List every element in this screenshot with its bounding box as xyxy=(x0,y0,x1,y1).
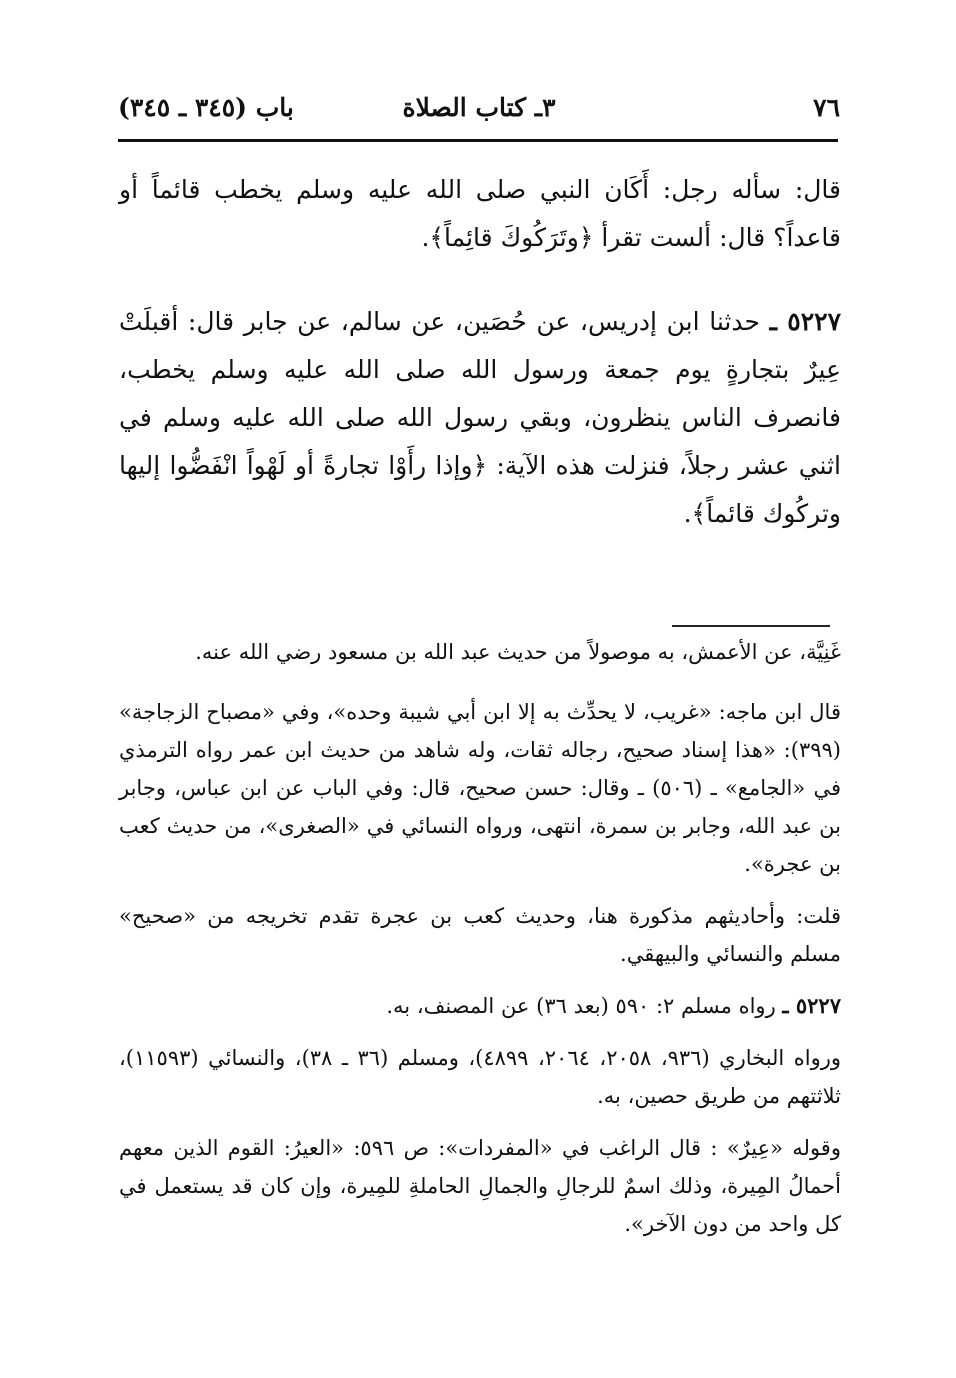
page-number: ٧٦ xyxy=(813,93,840,122)
book-title: ٣ـ كتاب الصلاة xyxy=(402,93,556,122)
note-text: رواه مسلم ٢: ٥٩٠ (بعد ٣٦) عن المصنف، به. xyxy=(386,994,776,1018)
main-paragraph: قال: سأله رجل: أَكَان النبي صلى الله عليه وسلم يخطب قائماً أو قاعداً؟ قال: ألست تقرأ ﴿وتَرَكُوكَ قائِماً﴾. xyxy=(119,175,841,252)
header-rule xyxy=(118,139,838,142)
hadith-paragraph xyxy=(119,298,841,538)
footnote-paragraph: قلت: وأحاديثهم مذكورة هنا، وحديث كعب بن عجرة تقدم تخريجه من «صحيح» مسلم والنسائي والبيهقي. xyxy=(119,904,841,966)
chapter-title: باب (٣٤٥ ـ ٣٤٥) xyxy=(118,93,294,122)
hadith-block xyxy=(119,298,841,538)
note-number: ٥٢٢٧ ـ xyxy=(782,993,841,1018)
footnote-paragraph: وقوله «عِيرٌ» : قال الراغب في «المفردات»: ص ٥٩٦: «العيرُ: القوم الذين معهم أحمالُ المِيرة، وذلك اسمٌ للرجالِ والجمالِ الحاملةِ للمِيرة، وإن كان قد يستعمل في كل واحد من دون الآخر». xyxy=(119,1136,841,1236)
running-header xyxy=(118,92,840,132)
footnote-note xyxy=(119,987,841,1025)
footnote-paragraph: ورواه البخاري (٩٣٦، ٢٠٥٨، ٢٠٦٤، ٤٨٩٩)، ومسلم (٣٦ ـ ٣٨)، والنسائي (١١٥٩٣)، ثلاثتهم من طريق حصين، به. xyxy=(119,1046,842,1108)
footnote-line: غَنِيَّة، عن الأعمش، به موصولاً من حديث عبد الله بن مسعود رضي الله عنه. xyxy=(195,640,841,664)
main-text-block xyxy=(119,166,841,262)
hadith-text: حدثنا ابن إدريس، عن حُصَين، عن سالم، عن جابر قال: أقبلَتْ عِيرٌ بتجارةٍ يوم جمعة ورسول الله صلى الله عليه وسلم يخطب، فانصرف الناس ينظرون، وبقي رسول الله صلى الله عليه وسلم في اثني عشر رجلاً، فنزلت هذه الآية: ﴿وإذا رأَوْا تجارةً أو لَهْواً انْفَضُّوا إليها وتركُوك قائماً﴾. xyxy=(119,307,841,528)
hadith-number: ٥٢٢٧ ـ xyxy=(769,307,842,336)
footnote-divider xyxy=(672,625,830,627)
footnotes xyxy=(119,633,841,1257)
footnote-paragraph: قال ابن ماجه: «غريب، لا يحدِّث به إلا ابن أبي شيبة وحده»، وفي «مصباح الزجاجة» (٣٩٩): «هذا إسناد صحيح، رجاله ثقات، وله شاهد من حديث ابن عمر رواه الترمذي في «الجامع» ـ (٥٠٦) ـ وقال: حسن صحيح، قال: وفي الباب عن ابن عباس، وجابر بن عبد الله، وجابر بن سمرة، انتهى، ورواه النسائي في «الصغرى»، من حديث كعب بن عجرة». xyxy=(119,700,841,876)
